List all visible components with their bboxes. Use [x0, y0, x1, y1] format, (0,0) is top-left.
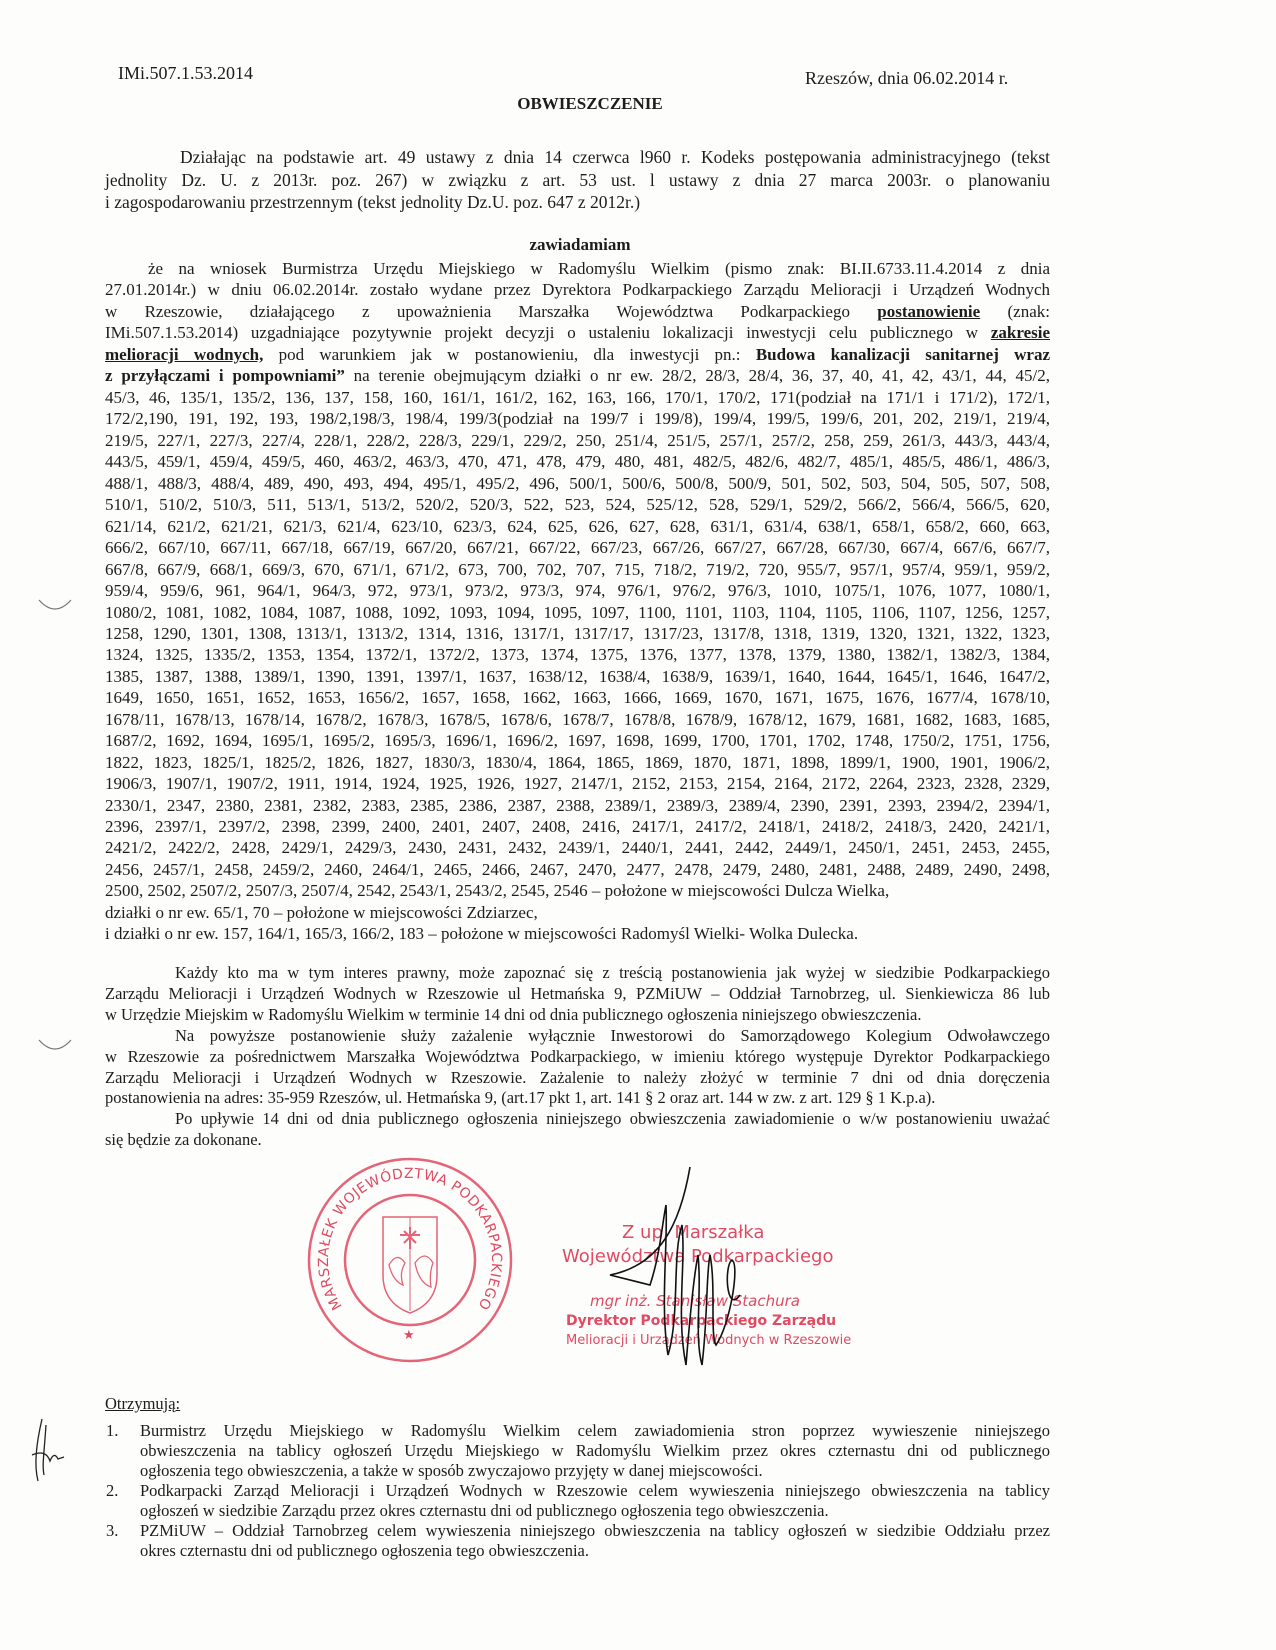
- recipient-line: okres czternastu dni od publicznego ogłoszenia tego obwieszczenia.: [140, 1541, 590, 1560]
- recipient-line: Podkarpacki Zarząd Melioracji i Urządzeń Wodnych w Rzeszowie celem wywieszenia niniejszego obwieszczenia na tablicy: [140, 1481, 1050, 1500]
- main-line: [105, 366, 1050, 386]
- parcel-line: 45/3, 46, 135/1, 135/2, 136, 137, 158, 160, 161/1, 161/2, 162, 163, 166, 170/1, 170/2, 171(podział na 171/1 i 171/2), 172/1,: [105, 388, 1050, 407]
- closing-line: Każdy kto ma w tym interes prawny, może zapoznać się z treścią postanowienia jak wyżej w siedzibie Podkarpackiego: [175, 963, 1050, 982]
- recipient-number: 2.: [106, 1481, 119, 1500]
- recipient-line: ogłoszenia tego obwieszczenia, a także w sposób zwyczajowo przyjęty w danej miejscowości.: [140, 1461, 763, 1480]
- main-line: 27.01.2014r.) w dniu 06.02.2014r. zostało wydane przez Dyrektora Podkarpackiego Zarządu Melioracji i Urządzeń Wodnych: [105, 280, 1050, 299]
- signatory-role-2: Melioracji i Urządzeń Wodnych w Rzeszowie: [566, 1333, 852, 1348]
- investment-name: Budowa kanalizacji sanitarnej wraz: [755, 345, 1051, 364]
- closing-line: Na powyższe postanowienie służy zażalenie wyłącznie Inwestorowi do Samorządowego Kolegium Odwoławczego: [175, 1025, 1050, 1045]
- emphasis: melioracji wodnych,: [105, 345, 264, 364]
- signature-line-2: Województwa Podkarpackiego: [562, 1246, 834, 1267]
- parcel-line: 621/14, 621/2, 621/21, 621/3, 621/4, 623/10, 623/3, 624, 625, 626, 627, 628, 631/1, 631/4, 638/1, 658/1, 658/2, 660, 663,: [105, 516, 1050, 536]
- closing-line: w Urzędzie Miejskim w Radomyślu Wielkim w terminie 14 dni od dnia publicznego ogłoszenia niniejszego obwieszczenia.: [105, 1004, 922, 1024]
- closing-line: się będzie za dokonane.: [105, 1130, 262, 1150]
- parcel-line: 2330/1, 2347, 2380, 2381, 2382, 2383, 2385, 2386, 2387, 2388, 2389/1, 2389/3, 2389/4, 2390, 2391, 2393, 2394/2, 2394/1,: [105, 795, 1050, 815]
- parcel-line: 1385, 1387, 1388, 1389/1, 1390, 1391, 1397/1, 1637, 1638/12, 1638/4, 1638/9, 1639/1, 1640, 1644, 1645/1, 1646, 1647/2,: [105, 666, 1050, 686]
- parcel-line: 2500, 2502, 2507/2, 2507/3, 2507/4, 2542, 2543/1, 2543/2, 2545, 2546 – położone w miejscowości Dulcza Wielka,: [105, 881, 890, 901]
- text: w Rzeszowie, działającego z upoważnienia Marszałka Województwa Podkarpackiego: [105, 302, 878, 321]
- parcel-line: 666/2, 667/10, 667/11, 667/18, 667/19, 667/20, 667/21, 667/22, 667/23, 667/26, 667/27, 667/28, 667/30, 667/4, 667/6, 667/7,: [105, 538, 1050, 558]
- handwritten-initials: [28, 1415, 68, 1485]
- signature-line-1: Z up. Marszałka: [622, 1222, 765, 1243]
- parcel-line: 219/5, 227/1, 227/3, 227/4, 228/1, 228/2, 228/3, 229/1, 229/2, 250, 251/4, 251/5, 257/1, 257/2, 258, 259, 261/3, 443/3, 443/4,: [105, 430, 1050, 450]
- document-title: OBWIESZCZENIE: [517, 94, 663, 113]
- parcel-line: 667/8, 667/9, 668/1, 669/3, 670, 671/1, 671/2, 673, 700, 702, 707, 715, 718/2, 719/2, 720, 955/7, 957/1, 957/4, 959/1, 959/2,: [105, 559, 1050, 579]
- text: na terenie obejmującym działki o nr ew. 28/2, 28/3, 28/4, 36, 37, 40, 41, 42, 43/1, 44, 45/2,: [344, 366, 1051, 385]
- text: IMi.507.1.53.2014) uzgadniające pozytywnie projekt decyzji o ustaleniu lokalizacji inwestycji celu publicznego w: [105, 323, 991, 342]
- place-date: Rzeszów, dnia 06.02.2014 r.: [805, 68, 1009, 88]
- intro-line: Działając na podstawie art. 49 ustawy z dnia 14 czerwca l960 r. Kodeks postępowania administracyjnego (tekst: [180, 147, 1050, 167]
- official-stamp: [305, 1155, 515, 1365]
- closing-line: postanowienia na adres: 35-959 Rzeszów, ul. Hetmańska 9, (art.17 pkt 1, art. 141 § 2 oraz art. 144 w zw. z art. 129 § 1 K.p.a).: [105, 1088, 936, 1108]
- notice-word: zawiadamiam: [529, 235, 631, 254]
- emphasis: zakresie: [990, 323, 1050, 342]
- emphasis-postanowienie: postanowienie: [877, 302, 981, 321]
- recipient-line: Burmistrz Urzędu Miejskiego w Radomyślu Wielkim celem zawiadomienia stron poprzez wywieszenie niniejszego: [140, 1421, 1050, 1440]
- punch-hole-mark: [35, 590, 75, 620]
- parcel-line: 1258, 1290, 1301, 1308, 1313/1, 1313/2, 1314, 1316, 1317/1, 1317/17, 1317/23, 1317/8, 1318, 1319, 1320, 1321, 1322, 1323,: [105, 623, 1050, 643]
- parcel-line: 488/1, 488/3, 488/4, 489, 490, 493, 494, 495/1, 495/2, 496, 500/1, 500/6, 500/8, 500/9, 501, 502, 503, 504, 505, 507, 508,: [105, 473, 1050, 493]
- parcel-line: 2396, 2397/1, 2397/2, 2398, 2399, 2400, 2401, 2407, 2408, 2416, 2417/1, 2417/2, 2418/1, 2418/2, 2418/3, 2420, 2421/1,: [105, 817, 1050, 836]
- signatory-role-1: Dyrektor Podkarpackiego Zarządu: [566, 1313, 837, 1329]
- parcel-line: 1324, 1325, 1335/2, 1353, 1354, 1372/1, 1372/2, 1373, 1374, 1375, 1376, 1377, 1378, 1379, 1380, 1382/1, 1382/3, 1384,: [105, 645, 1050, 665]
- recipients-heading: Otrzymują:: [105, 1394, 181, 1413]
- recipient-number: 3.: [106, 1521, 119, 1540]
- parcel-line: 1649, 1650, 1651, 1652, 1653, 1656/2, 1657, 1658, 1662, 1663, 1666, 1669, 1670, 1671, 1675, 1676, 1677/4, 1678/10,: [105, 688, 1050, 708]
- main-line: [105, 323, 1050, 343]
- star-icon: ★: [403, 1327, 415, 1342]
- main-line: [105, 302, 1050, 322]
- intro-line: i zagospodarowaniu przestrzennym (tekst jednolity Dz.U. poz. 647 z 2012r.): [105, 192, 641, 212]
- parcel-line: 1080/2, 1081, 1082, 1084, 1087, 1088, 1092, 1093, 1094, 1095, 1097, 1100, 1101, 1103, 1104, 1105, 1106, 1107, 1256, 1257,: [105, 602, 1050, 622]
- text: (znak:: [980, 302, 1050, 321]
- sign-number: IMi.507.1.53.2014: [118, 63, 253, 83]
- main-line: że na wniosek Burmistrza Urzędu Miejskiego w Radomyślu Wielkim (pismo znak: BI.II.6733.11.4.2014 z dnia: [148, 259, 1050, 278]
- punch-hole-mark: [35, 1030, 75, 1060]
- intro-line: jednolity Dz. U. z 2013r. poz. 267) w związku z art. 53 ust. l ustawy z dnia 27 marca 2003r. o planowaniu: [105, 169, 1050, 190]
- parcel-line: 443/5, 459/1, 459/4, 459/5, 460, 463/2, 463/3, 470, 471, 478, 479, 480, 481, 482/5, 482/6, 482/7, 485/1, 485/5, 486/1, 486/3,: [105, 452, 1050, 472]
- parcel-line: działki o nr ew. 65/1, 70 – położone w miejscowości Zdziarzec,: [105, 902, 538, 922]
- recipient-line: obwieszczenia na tablicy ogłoszeń Urzędu Miejskiego w Radomyślu Wielkim przez okres czternastu dni od publicznego: [140, 1441, 1050, 1460]
- recipient-number: 1.: [106, 1421, 119, 1440]
- stamp-text: MARSZAŁEK WOJEWÓDZTWA PODKARPACKIEGO: [315, 1165, 505, 1313]
- parcel-line: 2456, 2457/1, 2458, 2459/2, 2460, 2464/1, 2465, 2466, 2467, 2470, 2477, 2478, 2479, 2480, 2481, 2488, 2489, 2490, 2498,: [105, 859, 1050, 879]
- closing-line: w Rzeszowie za pośrednictwem Marszałka Województwa Podkarpackiego, w imieniu którego występuje Dyrektor Podkarpackiego: [105, 1046, 1050, 1066]
- signatory-name: mgr inż. Stanisław Stachura: [590, 1292, 800, 1310]
- parcel-line: i działki o nr ew. 157, 164/1, 165/3, 166/2, 183 – położone w miejscowości Radomyśl Wielki- Wolka Dulecka.: [105, 924, 859, 944]
- parcel-line: 172/2,190, 191, 192, 193, 198/2,198/3, 198/4, 199/3(podział na 199/7 i 199/8), 199/4, 199/5, 199/6, 201, 202, 219/1, 219/4,: [105, 409, 1050, 429]
- closing-line: Zarządu Melioracji i Urządzeń Wodnych w Rzeszowie ul Hetmańska 9, PZMiUW – Oddział Tarnobrzeg, ul. Sienkiewicza 86 lub: [105, 983, 1050, 1003]
- parcel-line: 1822, 1823, 1825/1, 1825/2, 1826, 1827, 1830/3, 1830/4, 1864, 1865, 1869, 1870, 1871, 1898, 1899/1, 1900, 1901, 1906/2,: [105, 752, 1050, 772]
- text: pod warunkiem jak w postanowieniu, dla inwestycji pn.:: [263, 345, 756, 364]
- recipient-line: ogłoszeń w siedzibie Zarządu przez okres czternastu dni od publicznego ogłoszenia tego obwieszczenia.: [140, 1501, 829, 1520]
- parcel-line: 1678/11, 1678/13, 1678/14, 1678/2, 1678/3, 1678/5, 1678/6, 1678/7, 1678/8, 1678/9, 1678/12, 1679, 1681, 1682, 1683, 1685,: [105, 709, 1050, 729]
- investment-name: z przyłączami i pompowniami”: [105, 366, 345, 385]
- parcel-line: 959/4, 959/6, 961, 964/1, 964/3, 972, 973/1, 973/2, 973/3, 974, 976/1, 976/2, 976/3, 1010, 1075/1, 1076, 1077, 1080/1,: [105, 581, 1050, 601]
- parcel-line: 1906/3, 1907/1, 1907/2, 1911, 1914, 1924, 1925, 1926, 1927, 2147/1, 2152, 2153, 2154, 2164, 2172, 2264, 2323, 2328, 2329,: [105, 774, 1050, 794]
- parcel-line: 2421/2, 2422/2, 2428, 2429/1, 2429/3, 2430, 2431, 2432, 2439/1, 2440/1, 2441, 2442, 2449/1, 2450/1, 2451, 2453, 2455,: [105, 838, 1050, 858]
- handwritten-signature: [590, 1165, 770, 1380]
- main-line: [105, 345, 1050, 365]
- parcel-line: 510/1, 510/2, 510/3, 511, 513/1, 513/2, 520/2, 520/3, 522, 523, 524, 525/12, 528, 529/1, 529/2, 566/2, 566/4, 566/5, 620,: [105, 495, 1050, 515]
- parcel-line: 1687/2, 1692, 1694, 1695/1, 1695/2, 1695/3, 1696/1, 1696/2, 1697, 1698, 1699, 1700, 1701, 1702, 1748, 1750/2, 1751, 1756,: [105, 731, 1050, 751]
- closing-line: Po upływie 14 dni od dnia publicznego ogłoszenia niniejszego obwieszczenia zawiadomienie o w/w postanowieniu uważać: [175, 1109, 1050, 1129]
- closing-line: Zarządu Melioracji i Urządzeń Wodnych w Rzeszowie. Zażalenie to należy złożyć w terminie 7 dni od dnia doręczenia: [105, 1067, 1050, 1087]
- recipient-line: PZMiUW – Oddział Tarnobrzeg celem wywieszenia niniejszego obwieszczenia na tablicy ogłoszeń w siedzibie Oddziału przez: [140, 1521, 1050, 1540]
